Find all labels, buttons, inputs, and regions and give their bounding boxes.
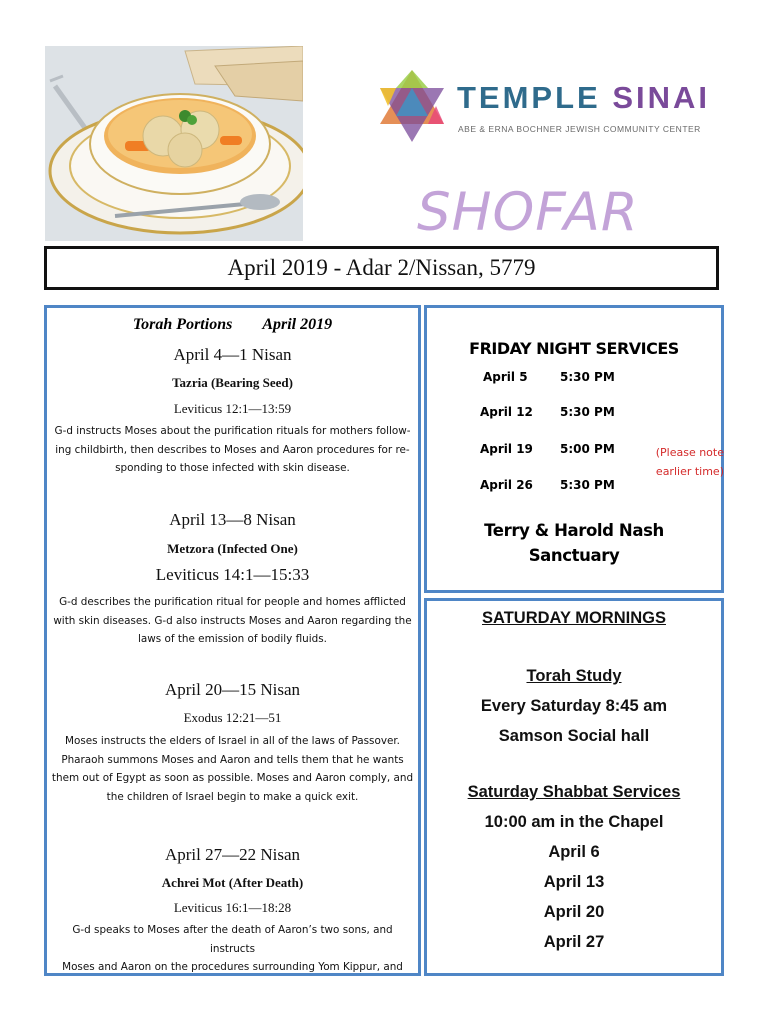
portion-reference: Leviticus 14:1—15:33 — [155, 565, 310, 584]
service-row — [427, 478, 721, 498]
description-line: ing childbirth, then describes to Moses and Aaron procedures for re- — [55, 443, 410, 456]
torah-heading-left: Torah Portions — [132, 316, 233, 333]
shabbat-date: April 13 — [543, 873, 605, 891]
shabbat-date: April 20 — [543, 903, 605, 921]
torah-heading-right: April 2019 — [262, 316, 333, 333]
friday-services-location — [427, 518, 721, 568]
portion-description — [47, 593, 418, 649]
torah-study-time: Every Saturday 8:45 am — [480, 697, 668, 715]
portion-date: April 4—1 Nisan — [173, 345, 292, 364]
description-line: sponding to those infected with skin disease. — [115, 462, 350, 474]
description-line: G-d speaks to Moses after the death of Aaron’s two sons, and instructs — [72, 924, 393, 955]
location-line: Sanctuary — [528, 546, 620, 565]
matzo-ball-soup-illustration — [45, 46, 303, 241]
portion-date: April 13—8 Nisan — [169, 510, 296, 529]
saturday-mornings-title: SATURDAY MORNINGS — [482, 609, 666, 627]
description-line: G-d instructs Moses about the purification rituals for mothers follow- — [54, 425, 411, 437]
torah-portions-heading — [47, 316, 418, 334]
logo-name-part1: TEMPLE — [457, 80, 613, 115]
portion-name: Exodus 12:21—51 — [183, 710, 282, 725]
service-row — [427, 405, 721, 425]
description-line: Moses instructs the elders of Israel in all of the laws of Passover. — [65, 735, 400, 747]
portion-date: April 20—15 Nisan — [164, 680, 301, 699]
torah-portions-panel — [44, 305, 421, 976]
portion-reference: Leviticus 16:1—18:28 — [173, 900, 292, 915]
portion-description — [47, 422, 418, 478]
portion-description — [47, 732, 418, 806]
logo-name — [457, 80, 710, 116]
portion-reference: Leviticus 12:1—13:59 — [173, 401, 292, 416]
torah-study-location: Samson Social hall — [498, 727, 650, 745]
portion-description — [47, 921, 418, 976]
portion-date: April 27—22 Nisan — [164, 845, 301, 864]
shabbat-services-time: 10:00 am in the Chapel — [484, 813, 664, 831]
service-row — [427, 370, 721, 390]
shabbat-date: April 6 — [548, 843, 600, 861]
issue-date-banner: April 2019 - Adar 2/Nissan, 5779 — [44, 246, 719, 290]
temple-sinai-logo — [372, 66, 711, 146]
logo-name-part2: SINAI — [612, 80, 711, 115]
shabbat-services-title: Saturday Shabbat Services — [467, 783, 681, 801]
logo-subtitle: ABE & ERNA BOCHNER JEWISH COMMUNITY CENTER — [458, 124, 701, 134]
description-line: G-d describes the purification ritual for people and homes afflicted — [59, 596, 406, 608]
description-line: Moses and Aaron on the procedures surrounding Yom Kippur, and — [62, 961, 403, 973]
friday-services-title: FRIDAY NIGHT SERVICES — [469, 339, 679, 358]
torah-study-title: Torah Study — [526, 667, 622, 685]
newsletter-title: SHOFAR — [417, 182, 639, 243]
matzo-ball-soup-photo — [45, 46, 303, 241]
service-time: 5:30 PM — [560, 370, 615, 384]
portion-name: Achrei Mot (After Death) — [161, 875, 304, 890]
service-time: 5:30 PM — [560, 405, 615, 419]
service-date: April 26 — [480, 478, 533, 492]
service-row — [427, 442, 724, 478]
description-line: laws of the emission of bodily fluids. — [138, 633, 327, 645]
description-line: them out of Egypt as soon as possible. Moses and Aaron comply, and — [51, 772, 414, 784]
service-date: April 12 — [480, 405, 533, 419]
location-line: Terry & Harold Nash — [484, 521, 664, 540]
shabbat-date: April 27 — [543, 933, 605, 951]
service-date: April 19 — [480, 442, 533, 456]
portion-name: Metzora (Infected One) — [167, 541, 298, 556]
description-line: the children of Israel begin to make a quick exit. — [106, 790, 359, 803]
service-date: April 5 — [483, 370, 528, 384]
service-time: 5:00 PM — [560, 442, 615, 456]
service-note: (Please note earlier time) — [655, 446, 724, 478]
star-of-david-icon — [372, 66, 452, 146]
saturday-mornings-panel — [424, 598, 724, 976]
description-line: Pharaoh summons Moses and Aaron and tells them that he wants — [61, 753, 404, 766]
description-line: with skin diseases. G-d also instructs Moses and Aaron regarding the — [53, 614, 412, 627]
portion-name: Tazria (Bearing Seed) — [172, 375, 293, 390]
friday-services-panel — [424, 305, 724, 593]
service-time: 5:30 PM — [560, 478, 615, 492]
